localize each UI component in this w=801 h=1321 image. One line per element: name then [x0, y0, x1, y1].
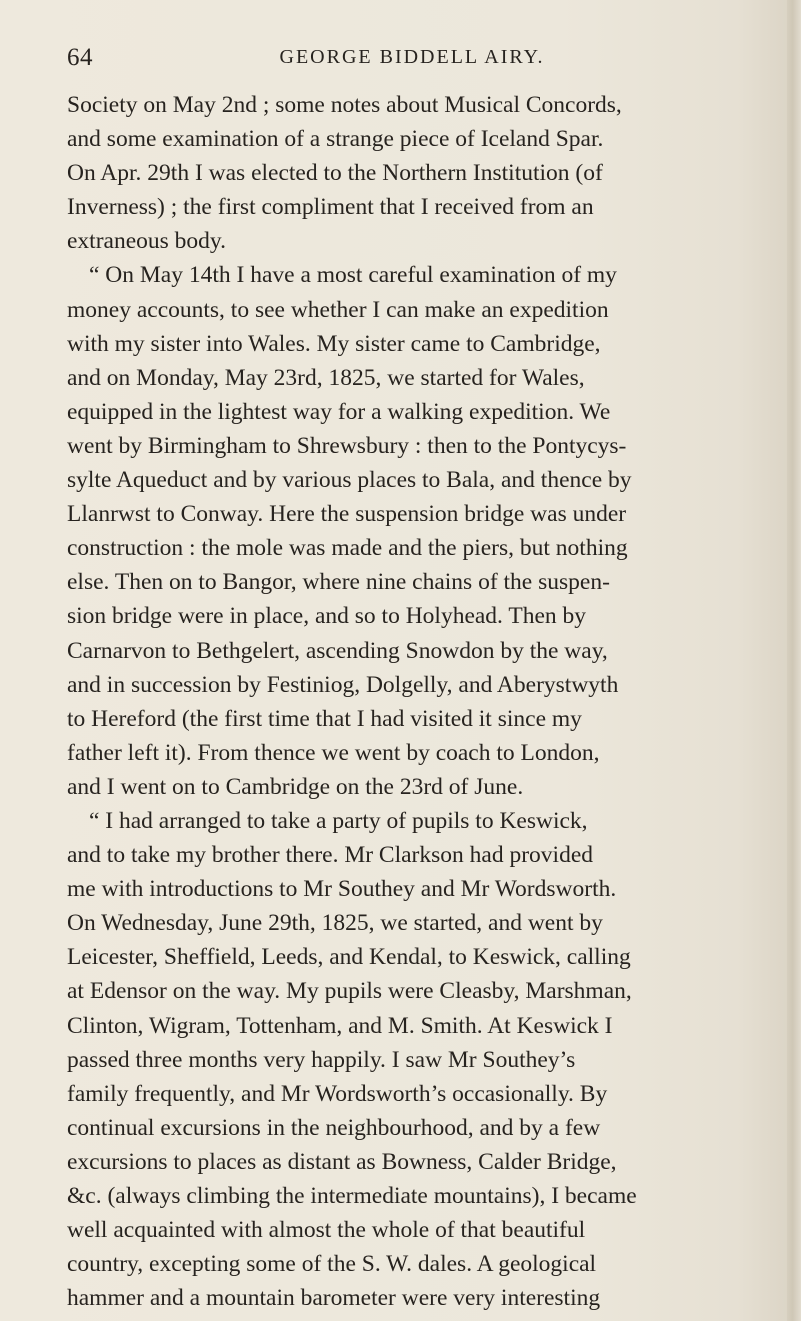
page-header — [67, 44, 757, 78]
text-line: country, excepting some of the S. W. dales. A geological — [67, 1251, 597, 1278]
text-line: and on Monday, May 23rd, 1825, we started for Wales, — [67, 364, 585, 391]
text-line: sylte Aqueduct and by various places to Bala, and thence by — [67, 467, 632, 494]
text-line: Inverness) ; the first compliment that I received from an — [67, 194, 594, 221]
text-line: Society on May 2nd ; some notes about Musical Concords, — [67, 92, 622, 118]
text-line: and to take my brother there. Mr Clarkson had provided — [67, 842, 593, 869]
text-line: hammer and a mountain barometer were very interesting — [67, 1285, 601, 1312]
text-line: Carnarvon to Bethgelert, ascending Snowdon by the way, — [67, 637, 608, 664]
page-edge-shadow — [787, 0, 801, 1321]
text-line: Clinton, Wigram, Tottenham, and M. Smith. At Keswick I — [67, 1012, 613, 1039]
text-line: father left it). From thence we went by coach to London, — [67, 739, 600, 766]
text-line: went by Birmingham to Shrewsbury : then to the Pontycys- — [67, 432, 627, 459]
text-line: continual excursions in the neighbourhood, and by a few — [67, 1114, 601, 1141]
text-line: Llanrwst to Conway. Here the suspension bridge was under — [67, 501, 627, 528]
text-line: “ On May 14th I have a most careful examination of my — [89, 262, 617, 289]
text-line: extraneous body. — [67, 228, 227, 255]
text-line: excursions to places as distant as Bowness, Calder Bridge, — [67, 1148, 617, 1175]
text-line: equipped in the lightest way for a walking expedition. We — [67, 398, 611, 425]
text-line: Leicester, Sheffield, Leeds, and Kendal, to Keswick, calling — [67, 944, 631, 971]
text-line: “ I had arranged to take a party of pupils to Keswick, — [89, 807, 588, 834]
text-line: to Hereford (the first time that I had visited it since my — [67, 705, 582, 732]
text-line: and I went on to Cambridge on the 23rd of June. — [67, 773, 524, 800]
text-line: On Apr. 29th I was elected to the Northern Institution (of — [67, 160, 603, 187]
text-line: and some examination of a strange piece of Iceland Spar. — [67, 126, 604, 153]
text-line: family frequently, and Mr Wordsworth’s occasionally. By — [67, 1080, 608, 1107]
text-line: else. Then on to Bangor, where nine chains of the suspen- — [67, 569, 610, 596]
text-line: sion bridge were in place, and so to Holyhead. Then by — [67, 603, 587, 630]
text-line: me with introductions to Mr Southey and Mr Wordsworth. — [67, 876, 617, 903]
text-line: passed three months very happily. I saw Mr Southey’s — [67, 1046, 576, 1073]
text-line: On Wednesday, June 29th, 1825, we started, and went by — [67, 910, 603, 937]
text-line: and in succession by Festiniog, Dolgelly, and Aberystwyth — [67, 671, 619, 698]
text-line: at Edensor on the way. My pupils were Cleasby, Marshman, — [67, 978, 632, 1005]
body-text — [67, 88, 759, 1315]
text-line: with my sister into Wales. My sister came to Cambridge, — [67, 330, 601, 357]
running-head: GEORGE BIDDELL AIRY. — [279, 46, 545, 68]
page-number: 64 — [67, 44, 93, 71]
text-line: money accounts, to see whether I can make an expedition — [67, 296, 609, 323]
text-line: construction : the mole was made and the piers, but nothing — [67, 535, 628, 562]
text-line: &c. (always climbing the intermediate mountains), I became — [67, 1183, 637, 1209]
text-line: well acquainted with almost the whole of that beautiful — [67, 1217, 586, 1244]
